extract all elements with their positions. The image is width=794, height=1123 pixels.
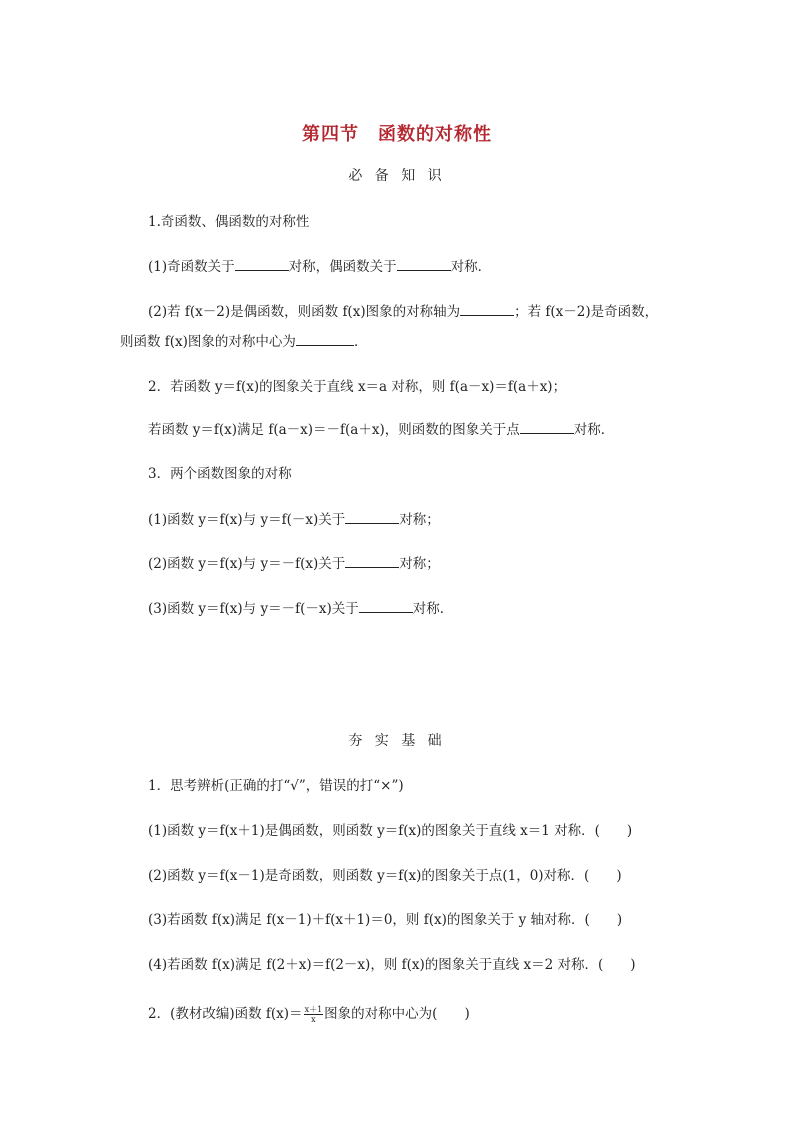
exercise-1-2: (2)函数 y＝f(x－1)是奇函数，则函数 y＝f(x)的图象关于点(1，0)对称．( ) — [148, 868, 622, 884]
answer-blank[interactable] — [359, 600, 413, 613]
section-heading-basics: 夯 实 基 础 — [348, 733, 446, 749]
page-title: 第四节 函数的对称性 — [302, 124, 492, 145]
answer-blank[interactable] — [520, 421, 574, 434]
section-heading-essential-knowledge: 必 备 知 识 — [348, 168, 446, 184]
exercise-1-1: (1)函数 y＝f(x＋1)是偶函数，则函数 y＝f(x)的图象关于直线 x＝1 对称．( ) — [148, 823, 633, 839]
item-2-cont: 若函数 y＝f(x)满足 f(a－x)＝－f(a＋x)，则函数的图象关于点 对称． — [148, 422, 615, 438]
item-1-1: (1)奇函数关于 对称，偶函数关于 对称． — [148, 259, 492, 275]
fraction: $\frac{x+1}{x}$ — [304, 1005, 323, 1024]
answer-blank[interactable] — [235, 258, 289, 271]
answer-blank[interactable] — [296, 333, 354, 346]
item-3-1: (1)函数 y＝f(x)与 y＝f(－x)关于 对称； — [148, 512, 440, 528]
item-3-3: (3)函数 y＝f(x)与 y＝－f(－x)关于 对称． — [148, 601, 454, 617]
exercise-2: 2．(教材改编)函数 f(x)＝ $\frac{x+1}{x}$ 图象的对称中心为( ) — [148, 1005, 470, 1024]
item-2: 2．若函数 y＝f(x)的图象关于直线 x＝a 对称，则 f(a－x)＝f(a＋x)； — [148, 379, 567, 395]
exercise-1-4: (4)若函数 f(x)满足 f(2＋x)＝f(2－x)，则 f(x)的图象关于直线 x＝2 对称．( ) — [148, 957, 636, 973]
item-3-2: (2)函数 y＝f(x)与 y＝－f(x)关于 对称； — [148, 556, 440, 572]
exercise-1-heading: 1．思考辨析(正确的打“√”，错误的打“×”) — [148, 778, 404, 794]
answer-blank[interactable] — [345, 511, 399, 524]
item-3-heading: 3．两个函数图象的对称 — [148, 466, 292, 482]
item-1-2-cont: 则函数 f(x)图象的对称中心为 ． — [120, 334, 368, 350]
item-1-heading: 1.奇函数、偶函数的对称性 — [148, 214, 310, 230]
exercise-1-3: (3)若函数 f(x)满足 f(x－1)＋f(x＋1)＝0，则 f(x)的图象关于 y 轴对称．( ) — [148, 912, 623, 928]
item-1-2: (2)若 f(x－2)是偶函数，则函数 f(x)图象的对称轴为 ；若 f(x－2)是奇函数， — [148, 304, 659, 320]
answer-blank[interactable] — [397, 258, 451, 271]
answer-blank[interactable] — [460, 303, 514, 316]
answer-blank[interactable] — [345, 555, 399, 568]
